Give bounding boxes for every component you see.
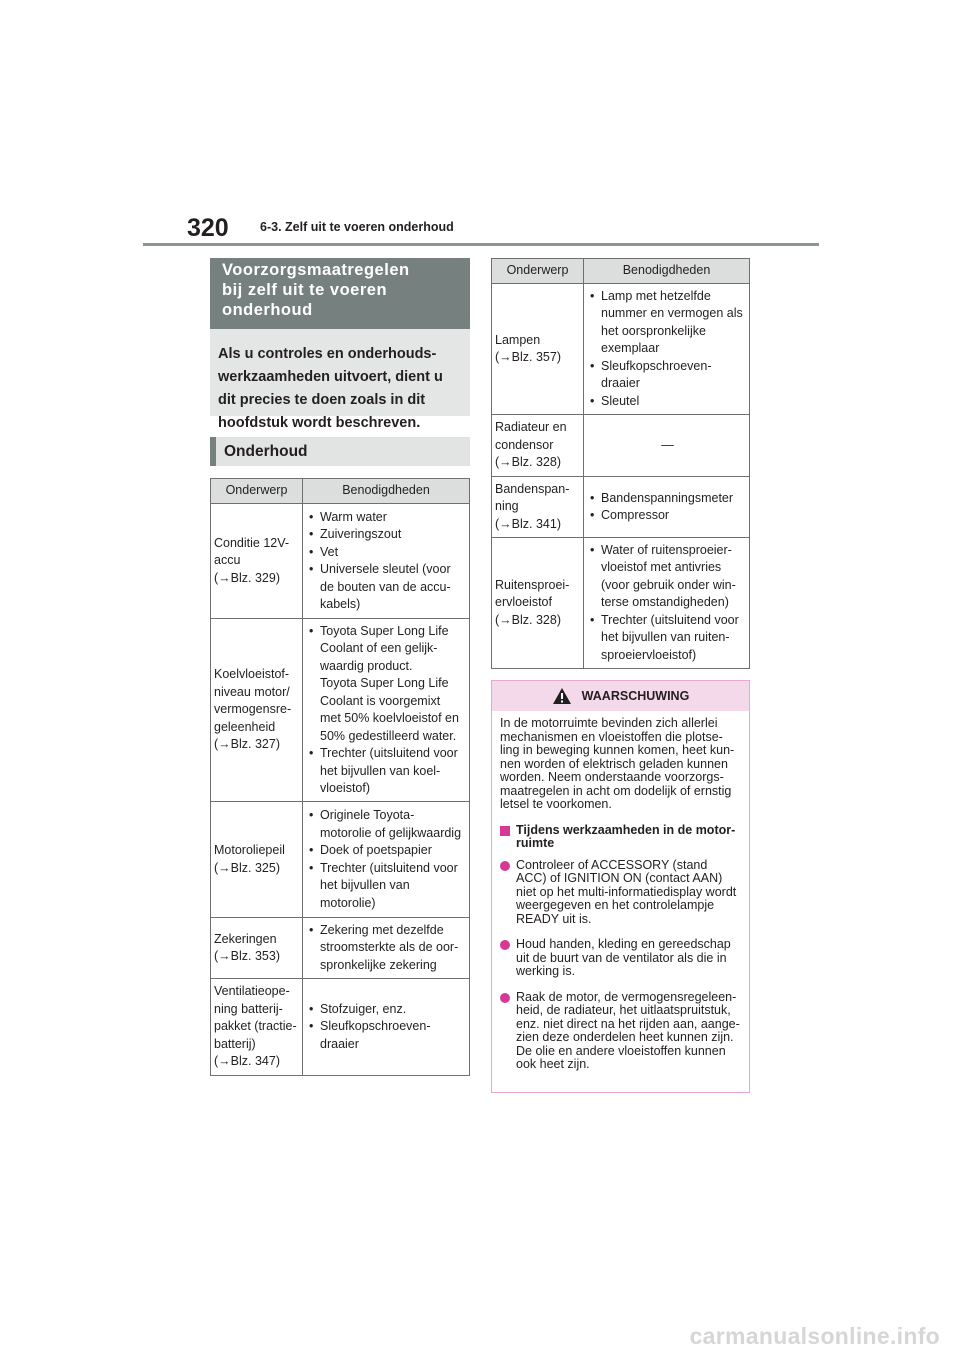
text-line: (→Blz. 329) — [214, 570, 280, 585]
square-bullet-icon — [500, 826, 510, 836]
text-line: de bouten van de accu- — [320, 579, 451, 594]
text-line: READY uit is. — [516, 911, 592, 926]
text-line: accu — [214, 553, 241, 568]
maintenance-table-right — [491, 258, 750, 669]
text-line: weergegeven en het controlelampje — [516, 898, 715, 912]
row-requirements — [303, 504, 470, 619]
text-line: kabels) — [320, 597, 361, 611]
table-row — [492, 415, 750, 477]
text-line: • Compressor — [601, 508, 670, 522]
requirement-item — [308, 745, 466, 798]
text-line: • Stofzuiger, enz. — [320, 1001, 407, 1016]
text-line: condensor — [495, 437, 554, 452]
text-line: • Sleutel — [601, 393, 640, 408]
warning-bullet — [500, 938, 741, 979]
text-line: • Zekering met dezelfde — [320, 922, 444, 937]
heading-line: onderhoud — [222, 301, 313, 319]
text-line: Koelvloeistof- — [214, 667, 290, 682]
section-title: 6-3. Zelf uit te voeren onderhoud — [260, 220, 454, 234]
row-subject — [211, 802, 303, 918]
text-line: het bijvullen van ruiten- — [601, 630, 730, 645]
row-requirements — [584, 477, 750, 538]
requirement-item — [308, 526, 466, 544]
text-line: pakket (tractie- — [214, 1019, 297, 1034]
text-line: Bandenspan- — [495, 481, 570, 496]
requirement-item — [308, 561, 466, 614]
requirement-item — [589, 393, 746, 411]
text-line: • Vet — [320, 544, 339, 559]
table-row — [492, 538, 750, 669]
requirement-item — [308, 509, 466, 527]
text-line: maatregelen in acht om dodelijk of ernstig — [500, 783, 732, 798]
page-number: 320 — [187, 214, 229, 242]
warning-bullet — [500, 859, 741, 927]
intro-box — [210, 329, 470, 431]
requirement-item — [308, 1001, 466, 1019]
warning-box — [491, 680, 750, 1093]
row-requirements — [584, 538, 750, 669]
right-column — [491, 258, 750, 1093]
text-line: niet op het multi-informatiedisplay wordt — [516, 884, 737, 899]
circle-bullet-icon — [500, 993, 510, 1003]
watermark: carmanualsonline.info — [689, 1323, 940, 1349]
requirement-item — [589, 507, 746, 525]
text-line: draaier — [320, 1036, 359, 1051]
text-line: vermogensre- — [214, 702, 292, 717]
text-line: 50% gedestilleerd water. — [320, 728, 457, 743]
text-line: (voor gebruik onder win- — [601, 577, 736, 592]
row-requirements — [303, 918, 470, 979]
warning-subheading — [500, 824, 741, 851]
text-line: • Bandenspanningsmeter — [601, 490, 734, 505]
text-line: motorolie) — [320, 895, 376, 910]
text-line: ervloeistof — [495, 595, 552, 610]
requirement-item — [308, 842, 466, 860]
circle-bullet-icon — [500, 861, 510, 871]
text-line: waardig product. — [320, 658, 413, 673]
requirement-item — [308, 623, 466, 746]
text-line: (→Blz. 328) — [495, 455, 561, 470]
table-row — [211, 979, 470, 1076]
warning-header — [492, 681, 749, 711]
text-line: (→Blz. 325) — [214, 860, 280, 875]
text-line: • Trechter (uitsluitend voor — [601, 612, 739, 627]
text-line: Conditie 12V- — [214, 535, 290, 550]
text-line: terse omstandigheden) — [601, 595, 729, 610]
row-requirements — [303, 802, 470, 918]
text-line: • Doek of poetspapier — [320, 843, 432, 857]
table-row — [211, 918, 470, 979]
requirement-item — [308, 1018, 466, 1053]
text-line: • Water of ruitensproeier- — [601, 542, 732, 557]
text-line: (→Blz. 347) — [214, 1054, 280, 1069]
maintenance-table-left — [210, 478, 470, 1076]
heading-line: Voorzorgsmaatregelen — [222, 261, 410, 279]
warning-bullet — [500, 991, 741, 1072]
requirement-item — [589, 358, 746, 393]
text-line: De olie en andere vloeistoffen kunnen — [516, 1043, 726, 1058]
text-line: • Toyota Super Long Life — [320, 623, 449, 638]
text-line: (→Blz. 341) — [495, 516, 561, 531]
intro-line: hoofdstuk wordt beschreven. — [218, 415, 421, 431]
text-line: nummer en vermogen als — [601, 306, 743, 321]
text-line: ning — [495, 499, 519, 514]
text-line: zien deze onderdelen heet kunnen zijn. — [516, 1030, 734, 1044]
text-line: In de motorruimte bevinden zich allerlei — [500, 716, 718, 730]
text-line: Zekeringen — [214, 931, 277, 946]
text-line: Ventilatieope- — [214, 984, 290, 999]
text-line: • Trechter (uitsluitend voor — [320, 860, 458, 875]
requirement-item — [308, 544, 466, 562]
text-line: Toyota Super Long Life — [320, 676, 449, 690]
row-subject — [211, 504, 303, 619]
text-line: draaier — [601, 376, 640, 391]
text-line: Coolant is voorgemixt — [320, 693, 441, 708]
text-line: motorolie of gelijkwaardig — [320, 825, 462, 840]
text-line: • Originele Toyota- — [320, 808, 415, 822]
text-line: Raak de motor, de vermogensregeleen- — [516, 989, 737, 1004]
warning-bullets — [500, 859, 741, 1072]
text-line: exemplaar — [601, 341, 660, 356]
text-line: Houd handen, kleding en gereedschap — [516, 937, 731, 951]
text-line: geleenheid — [214, 719, 276, 734]
intro-line: dit precies te doen zoals in dit — [218, 392, 426, 408]
row-subject — [492, 284, 584, 415]
table-row — [211, 619, 470, 802]
row-requirements — [303, 979, 470, 1076]
text-line: letsel te voorkomen. — [500, 797, 612, 811]
header-divider — [143, 243, 819, 246]
text-line: Coolant of een gelijk- — [320, 641, 438, 655]
text-line: (→Blz. 357) — [495, 350, 561, 364]
table-row — [492, 477, 750, 538]
text-line: (→Blz. 328) — [495, 612, 561, 627]
text-line: ling in beweging kunnen komen, heet kun- — [500, 743, 735, 757]
warning-intro — [500, 717, 741, 812]
text-line: vloeistof met antivries — [601, 560, 722, 575]
text-line: Tijdens werkzaamheden in de motor- — [516, 822, 736, 837]
text-line: sproeiervloeistof) — [601, 647, 697, 662]
row-subject — [211, 619, 303, 802]
text-line: het bijvullen van koel- — [320, 763, 441, 778]
text-line: • Warm water — [320, 509, 387, 524]
intro-line: werkzaamheden uitvoert, dient u — [218, 369, 443, 385]
text-line: vloeistof) — [320, 781, 371, 795]
circle-bullet-icon — [500, 940, 510, 950]
text-line: ook heet zijn. — [516, 1057, 590, 1071]
text-line: het bijvullen van — [320, 878, 410, 892]
text-line: Controleer of ACCESSORY (stand — [516, 857, 708, 872]
row-requirements: — — [584, 415, 750, 477]
left-column — [210, 258, 470, 1076]
text-line: stroomsterkte als de oor- — [320, 940, 459, 955]
text-line: worden. Neem onderstaande voorzorgs- — [500, 770, 724, 784]
text-line: nen worden of elektrisch geladen kunnen — [500, 756, 728, 771]
table-row — [211, 504, 470, 619]
text-line: werking is. — [516, 964, 576, 978]
text-line: Lampen — [495, 332, 541, 347]
row-requirements — [303, 619, 470, 802]
text-line: ruimte — [516, 836, 555, 850]
heading-line: bij zelf uit te voeren — [222, 281, 388, 299]
row-subject — [492, 415, 584, 477]
column-header-requirements: Benodigdheden — [584, 259, 750, 284]
text-line: • Zuiveringszout — [320, 527, 402, 541]
text-line: ning batterij- — [214, 1001, 283, 1016]
row-subject — [211, 918, 303, 979]
text-line: mechanismen en vloeistoffen die plotse- — [500, 729, 723, 744]
text-line: niveau motor/ — [214, 684, 290, 699]
requirement-item — [308, 922, 466, 975]
text-line: • Trechter (uitsluitend voor — [320, 746, 458, 760]
intro-line: Als u controles en onderhouds- — [218, 346, 437, 362]
text-line: • Sleufkopschroeven- — [601, 358, 712, 373]
row-subject — [492, 477, 584, 538]
requirement-item — [589, 542, 746, 612]
warning-title: WAARSCHUWING — [581, 689, 690, 703]
text-line: enz. niet direct na het rijden aan, aange- — [516, 1016, 740, 1031]
text-line: Radiateur en — [495, 420, 567, 435]
requirement-item — [589, 490, 746, 508]
text-line: ACC) of IGNITION ON (contact AAN) — [516, 871, 723, 885]
column-header-subject: Onderwerp — [211, 479, 303, 504]
column-header-subject: Onderwerp — [492, 259, 584, 284]
precautions-heading — [210, 258, 470, 329]
text-line: batterij) — [214, 1036, 256, 1051]
warning-body — [492, 711, 749, 1092]
requirement-item — [589, 288, 746, 358]
text-line: (→Blz. 327) — [214, 737, 280, 752]
row-subject — [492, 538, 584, 669]
text-line: • Universele sleutel (voor — [320, 562, 451, 576]
requirement-item — [308, 807, 466, 842]
text-line: • Sleufkopschroeven- — [320, 1019, 431, 1034]
table-row — [211, 802, 470, 918]
text-line: Motoroliepeil — [214, 843, 285, 857]
text-line: • Lamp met hetzelfde — [601, 288, 711, 303]
row-requirements — [584, 284, 750, 415]
table-row — [492, 284, 750, 415]
text-line: Ruitensproei- — [495, 577, 570, 592]
text-line: heid, de radiateur, het uitlaatspruitstuk, — [516, 1003, 731, 1017]
text-line: uit de buurt van de ventilator als die in — [516, 950, 727, 965]
warning-triangle-icon — [552, 687, 572, 705]
maintenance-subheading: Onderhoud — [210, 437, 470, 466]
requirement-item — [308, 860, 466, 913]
text-line: met 50% koelvloeistof en — [320, 711, 459, 725]
column-header-requirements: Benodigdheden — [303, 479, 470, 504]
requirement-item — [589, 612, 746, 665]
text-line: het oorspronkelijke — [601, 323, 706, 338]
text-line: spronkelijke zekering — [320, 957, 437, 972]
text-line: (→Blz. 353) — [214, 949, 280, 963]
row-subject — [211, 979, 303, 1076]
